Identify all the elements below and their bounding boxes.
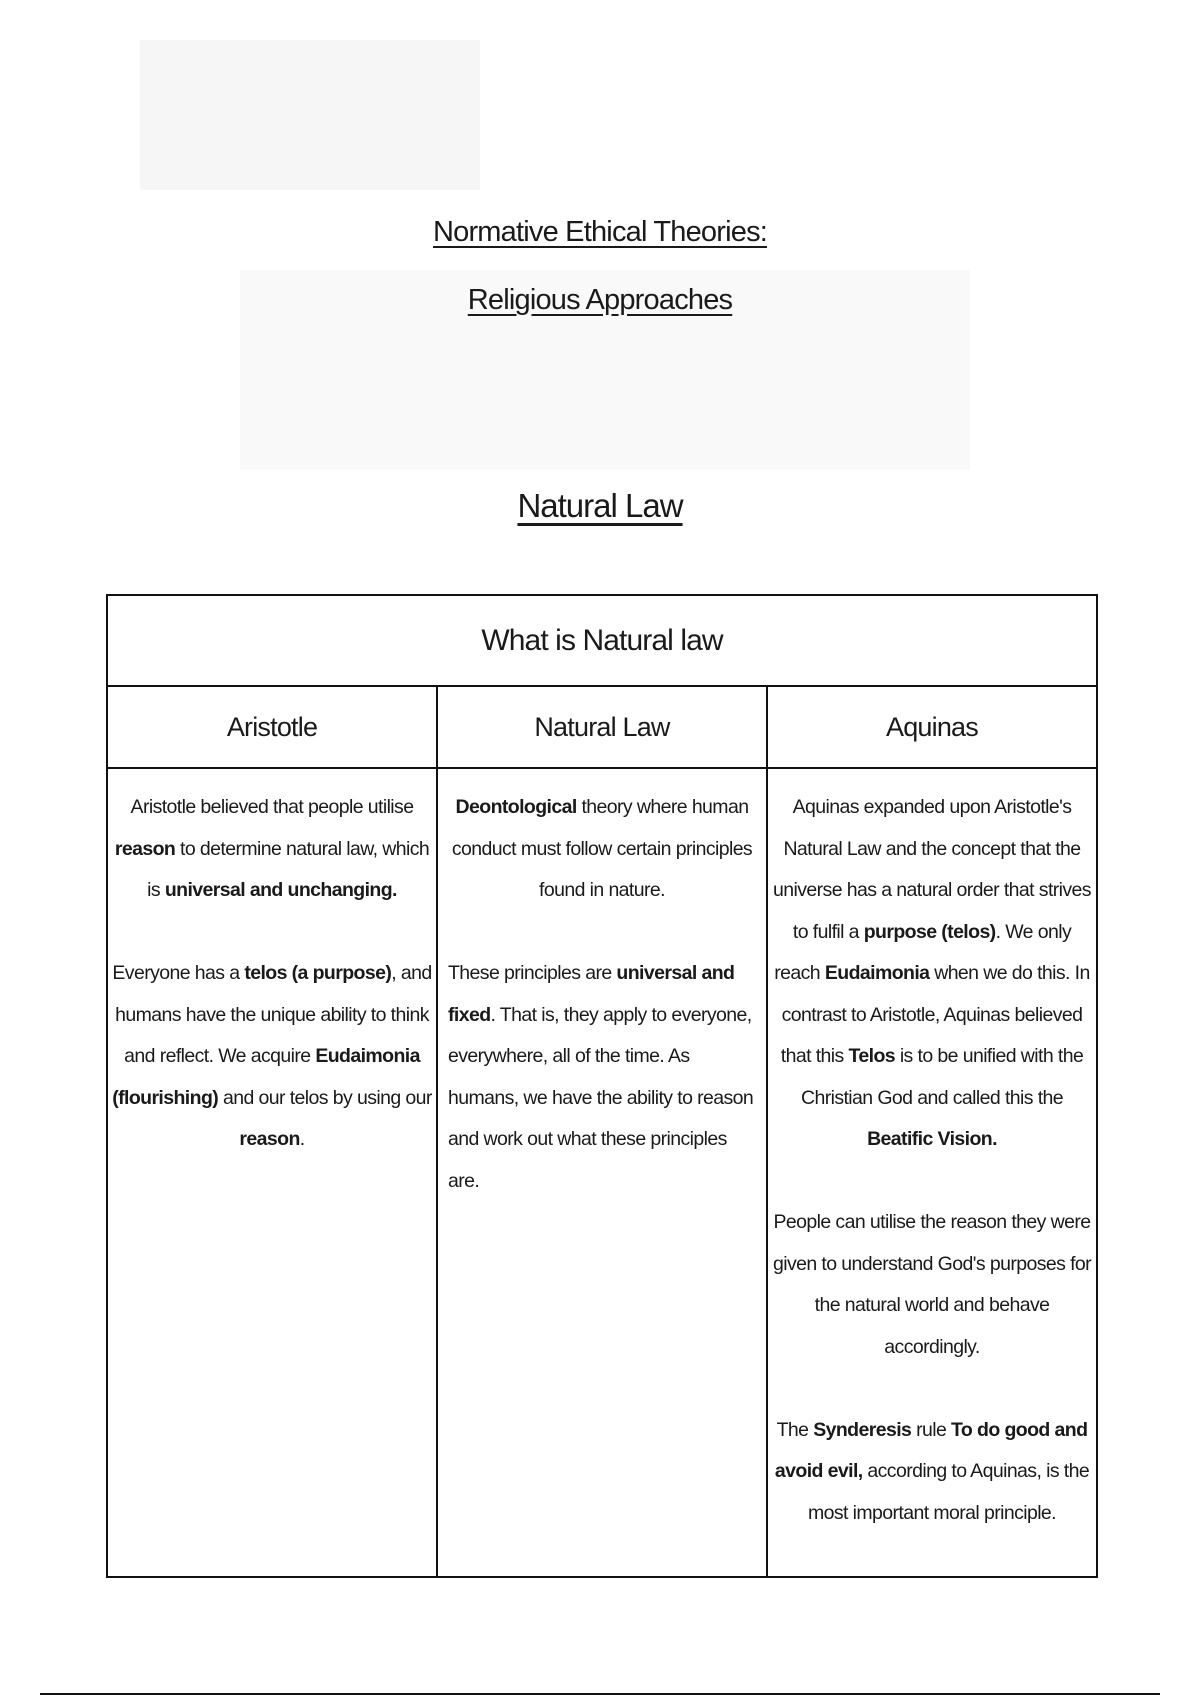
column-header-aristotle: Aristotle [107,686,437,768]
background-smudge [140,40,480,190]
aquinas-paragraph-3: The Synderesis rule To do good and avoid evil, according to Aquinas, is the most important moral principle. [774,1418,1090,1524]
section-title: Natural Law [517,487,683,524]
table-caption: What is Natural law [107,595,1097,686]
page-title: Normative Ethical Theories: [432,216,768,248]
bottom-divider [40,1693,1160,1695]
aristotle-paragraph-1: Aristotle believed that people utilise reason to determine natural law, which is universal and unchanging. [114,796,430,901]
natural-law-cell [437,768,767,1577]
aquinas-cell [767,768,1097,1577]
aquinas-paragraph-2: People can utilise the reason they were given to understand God's purposes for the natural world and behave accordingly. [772,1211,1092,1358]
aquinas-paragraph-1: Aquinas expanded upon Aristotle's Natural Law and the concept that the universe has a natural order that strives to fulfil a purpose (telos). We only reach Eudaimonia when we do this. In contrast to Aristotle, Aquinas believed that this Telos is to be unified with the Christian God and called this the Beatific Vision. [773,796,1091,1150]
page-subtitle: Religious Approaches [467,284,733,316]
aristotle-paragraph-2: Everyone has a telos (a purpose), and humans have the unique ability to think and reflect. We acquire Eudaimonia (flourishing) and our telos by using our reason. [112,962,432,1150]
natural-law-paragraph-2: These principles are universal and fixed. That is, they apply to everyone, everywhere, all of the time. As humans, we have the ability to reason and work out what these principles are. [448,962,754,1192]
column-header-aquinas: Aquinas [767,686,1097,768]
aristotle-cell [107,768,437,1577]
natural-law-paragraph-1: Deontological theory where human conduct must follow certain principles found in nature. [451,796,753,901]
natural-law-table [106,594,1098,1578]
column-header-natural-law: Natural Law [437,686,767,768]
